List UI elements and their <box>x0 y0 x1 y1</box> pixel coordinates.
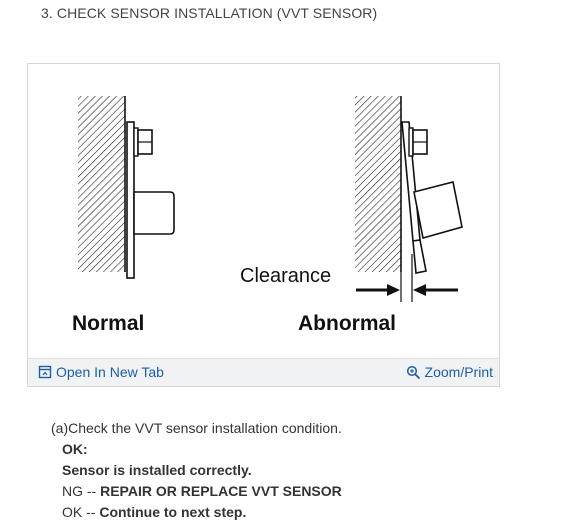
ok-prefix: OK -- <box>62 504 100 520</box>
ng-action: REPAIR OR REPLACE VVT SENSOR <box>100 483 342 499</box>
normal-diagram <box>78 96 174 278</box>
label-normal: Normal <box>72 312 145 335</box>
ok-text: Sensor is installed correctly. <box>62 462 252 478</box>
arrow-left-head <box>387 284 400 296</box>
engine-wall <box>355 96 401 272</box>
figure-panel <box>27 63 500 387</box>
sensor-flange-lower <box>413 240 426 273</box>
magnifier-icon <box>406 365 421 380</box>
ok-label: OK: <box>62 441 88 457</box>
ok-result <box>51 502 342 523</box>
open-new-tab-label: Open In New Tab <box>56 364 164 380</box>
open-new-tab-link[interactable] <box>38 364 164 380</box>
step-title: 3. CHECK SENSOR INSTALLATION (VVT SENSOR) <box>41 5 378 21</box>
ng-result <box>51 481 342 502</box>
zoom-print-label: Zoom/Print <box>424 364 493 380</box>
abnormal-diagram <box>355 96 462 302</box>
ok-action: Continue to next step. <box>99 504 247 520</box>
ng-prefix: NG -- <box>62 483 101 499</box>
label-clearance: Clearance <box>240 265 332 287</box>
sensor-body-tilted <box>414 182 462 238</box>
sensor-body <box>134 192 174 234</box>
zoom-print-link[interactable] <box>406 364 493 380</box>
sensor-flange <box>127 122 134 278</box>
sensor-installation-diagram <box>28 64 499 360</box>
check-instruction: (a)Check the VVT sensor installation condition. <box>51 420 342 436</box>
open-new-tab-icon <box>38 365 52 379</box>
arrow-right-head <box>413 284 426 296</box>
engine-wall <box>78 96 125 272</box>
check-content <box>51 418 342 523</box>
label-abnormal: Abnormal <box>298 312 397 335</box>
figure-toolbar <box>28 358 499 386</box>
